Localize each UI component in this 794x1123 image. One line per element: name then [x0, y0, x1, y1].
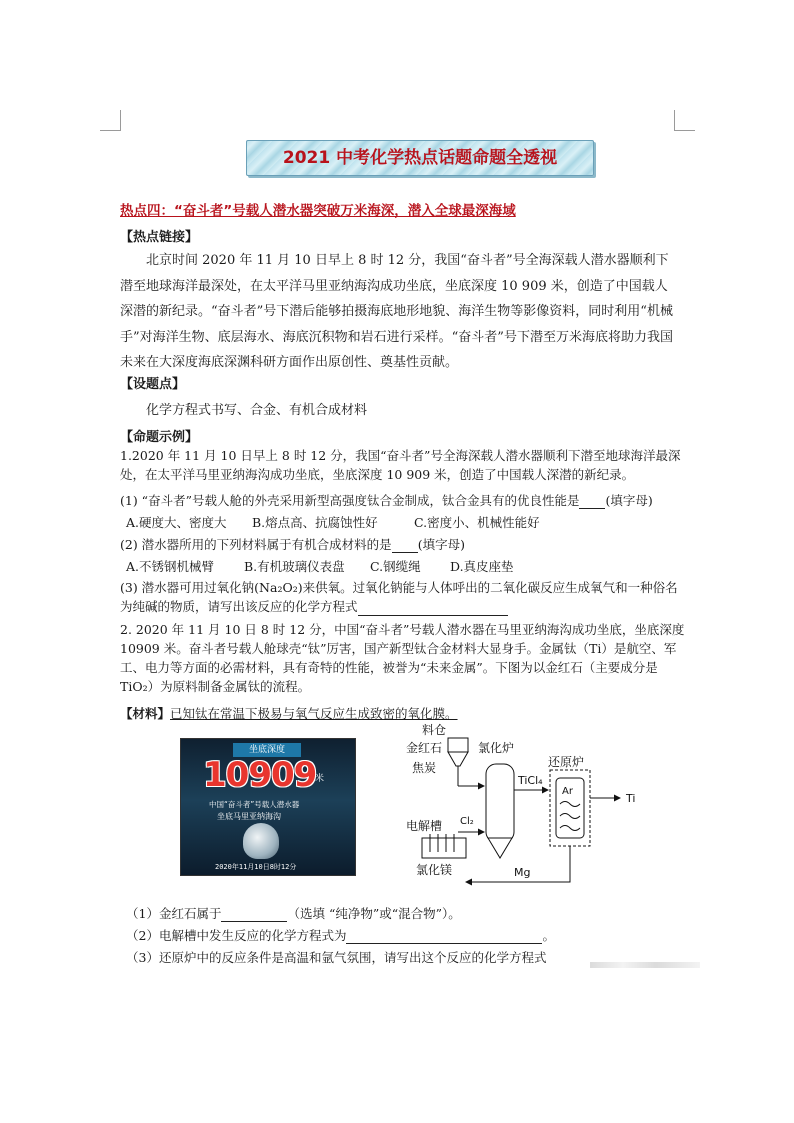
label-ticl4: TiCl₄	[518, 774, 543, 787]
link-label: 【热点链接】	[120, 230, 199, 245]
q1-part2-blank[interactable]	[392, 538, 418, 553]
crop-mark-left	[100, 110, 121, 131]
point-label: 【设题点】	[120, 377, 186, 392]
label-coke: 焦炭	[412, 761, 437, 775]
label-rutile: 金红石	[406, 741, 443, 755]
chlorinator-cone	[488, 838, 512, 858]
q1-part1	[120, 491, 653, 509]
scan-smudge	[590, 962, 700, 968]
label-mgcl2: 氯化镁	[416, 863, 453, 877]
submersible-image	[243, 823, 279, 859]
material-bin-box	[448, 738, 468, 752]
q2-sub2	[126, 926, 555, 944]
titanium-process-diagram	[402, 720, 672, 890]
photo-caption-line1: 中国“奋斗者”号载人潜水器	[209, 800, 300, 809]
point-text: 化学方程式书写、合金、有机合成材料	[146, 403, 368, 418]
q1-part2	[120, 535, 465, 553]
link-paragraph: 北京时间 2020 年 11 月 10 日早上 8 时 12 分，我国“奋斗者”号全海深载人潜水器顺利下潜至地球海洋最深处，在太平洋马里亚纳海沟成功坐底，坐底深度 10 909 米，创造了中国载人深潜的新纪录。“奋斗者”号下潜后能够拍摄海底地形地貌、海洋生物等影像资料，同时利用“机械手”对海洋生物、底层海水、海底沉积物和岩石进行采样。“奋斗者”号下潜至万米海底将助力我国未来在大深度海底深渊科研方面作出原创性、奠基性贡献。	[120, 253, 673, 370]
electrolyzer-tank	[422, 838, 466, 858]
q2-sub1-tail: （选填 “纯净物”或“混合物”）。	[287, 906, 461, 921]
q1-part1-options	[126, 513, 540, 531]
hot-topic-title: 热点四：“奋斗者”号载人潜水器突破万米海深，潜入全球最深海域	[120, 203, 516, 219]
photo-timestamp: 2020年11月10日8时12分	[215, 863, 297, 871]
label-ti: Ti	[626, 792, 636, 805]
crop-mark-right	[674, 110, 695, 131]
q1-part1-option-b: B.熔点高、抗腐蚀性好	[252, 515, 378, 530]
q1-part2-tail: (填字母)	[417, 537, 465, 552]
photo-depth-unit: 米	[315, 774, 325, 784]
photo-depth-tag: 坐底深度	[233, 743, 301, 757]
photo-depth-number: 10909	[203, 755, 317, 795]
q1-part1-option-a: A.硬度大、密度大	[126, 515, 227, 530]
q1-part3	[120, 578, 690, 616]
q1-part2-options	[126, 557, 514, 575]
label-mg: Mg	[514, 866, 531, 879]
label-electrolyzer: 电解槽	[406, 819, 443, 833]
q1-part1-option-c: C.密度小、机械性能好	[414, 515, 540, 530]
label-material-bin: 料仓	[422, 723, 447, 737]
q1-part1-blank[interactable]	[579, 494, 605, 509]
q2-material-label: 【材料】	[120, 706, 171, 721]
q1-part2-text: (2) 潜水器所用的下列材料属于有机合成材料的是	[120, 537, 392, 552]
label-ar: Ar	[562, 786, 573, 797]
q1-part2-option-b: B.有机玻璃仪表盘	[244, 559, 345, 574]
q2-sub1-blank[interactable]	[221, 907, 287, 922]
q2-stem: 2. 2020 年 11 月 10 日 8 时 12 分，中国“奋斗者”号载人潜水器在马里亚纳海沟成功坐底，坐底深度 10909 米。奋斗者号载人舱球壳“钛”厉害，国产新型钛合金材料大显身手。金属钛（Ti）是航空、军工、电力等方面的必需材料，具有奇特的性能，被誉为“未来金属”。下图为以金红石（主要成分是 TiO₂）为原料制备金属钛的流程。	[120, 622, 685, 694]
q2-sub1	[126, 904, 461, 922]
q1-part3-text: (3) 潜水器可用过氧化钠(Na₂O₂)来供氧。过氧化钠能与人体呼出的二氧化碳反应生成氧气和一种俗名为纯碱的物质，请写出该反应的化学方程式	[120, 580, 678, 614]
q2-sub2-text: （2）电解槽中发生反应的化学方程式为	[126, 928, 347, 943]
q1-part1-text: (1) “奋斗者”号载人舱的外壳采用新型高强度钛合金制成，钛合金具有的优良性能是	[120, 493, 580, 508]
q1-part1-tail: (填字母)	[605, 493, 653, 508]
q2-sub1-text: （1）金红石属于	[126, 906, 222, 921]
submersible-photo	[180, 738, 356, 876]
q2-sub3: （3）还原炉中的反应条件是高温和氩气氛围，请写出这个反应的化学方程式	[126, 950, 547, 965]
q1-part2-option-a: A.不锈钢机械臂	[126, 559, 215, 574]
material-bin-funnel	[448, 752, 468, 766]
page-title: 2021 中考化学热点话题命题全透视	[246, 140, 594, 176]
chlorinator-vessel	[486, 764, 514, 842]
example-label: 【命题示例】	[120, 430, 199, 445]
q2-material-text: 已知钛在常温下极易与氧气反应生成致密的氧化膜。	[170, 706, 458, 721]
label-chlorinator: 氯化炉	[478, 741, 515, 755]
label-reducer: 还原炉	[548, 755, 585, 769]
q1-part3-blank[interactable]	[358, 601, 508, 616]
q1-part2-option-d: D.真皮座垫	[450, 559, 514, 574]
q2-sub2-tail: 。	[542, 928, 555, 943]
label-cl2: Cl₂	[460, 816, 474, 827]
q2-sub2-blank[interactable]	[346, 929, 542, 944]
q1-part2-option-c: C.钢缆绳	[370, 559, 421, 574]
q1-stem: 1.2020 年 11 月 10 日早上 8 时 12 分，我国“奋斗者”号全海深载人潜水器顺利下潜至地球海洋最深处，在太平洋马里亚纳海沟成功坐底，坐底深度 10 909 米，创造了中国载人深潜的新纪录。	[120, 448, 681, 482]
photo-caption-line2: 坐底马里亚纳海沟	[217, 812, 281, 821]
